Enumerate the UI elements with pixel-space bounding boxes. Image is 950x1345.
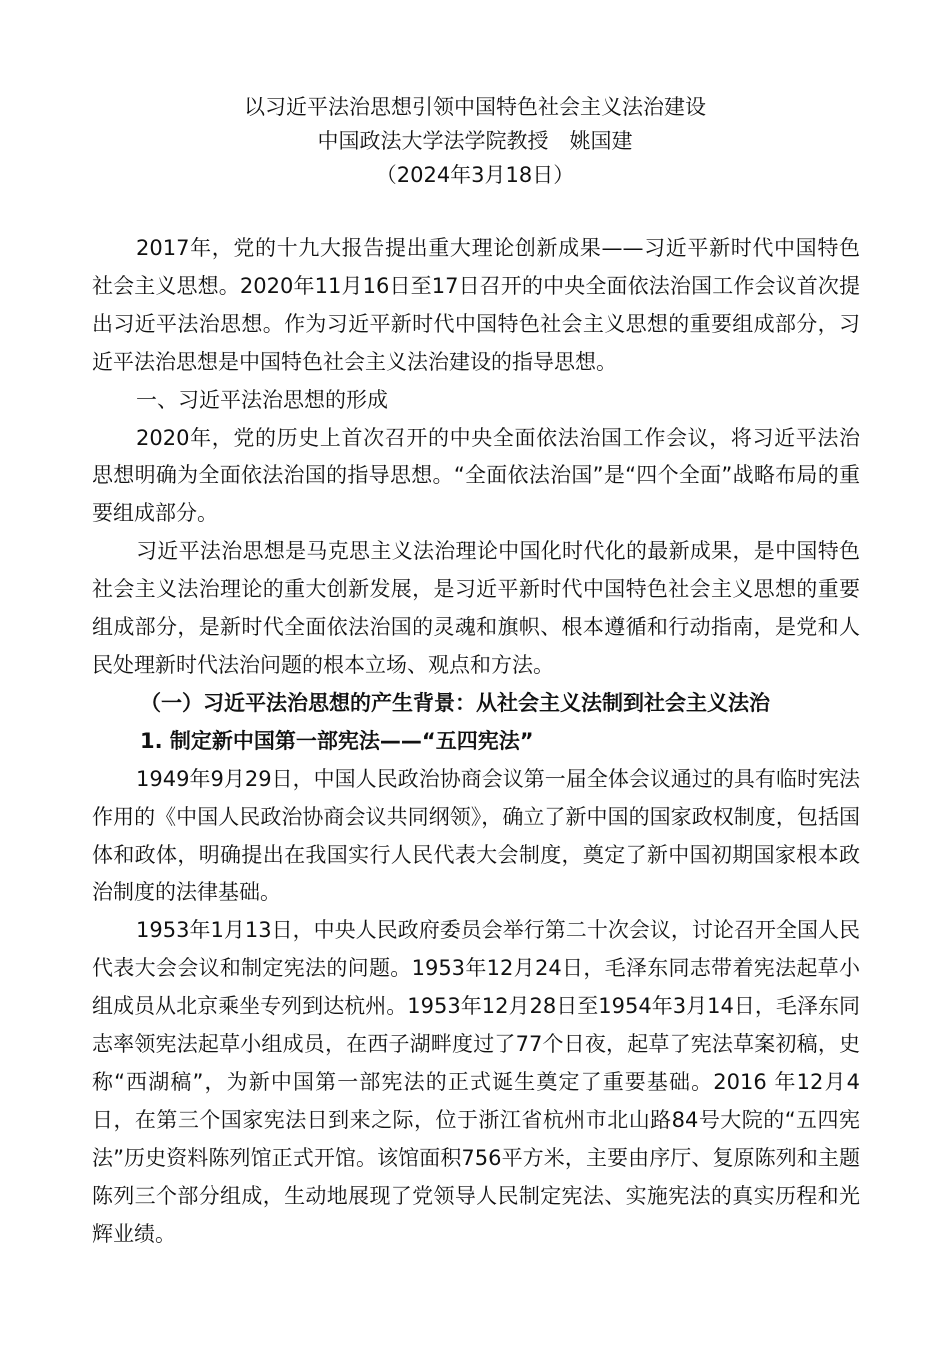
paragraph-significance: 习近平法治思想是马克思主义法治理论中国化时代化的最新成果，是中国特色社会主义法治理论的重大创新发展，是习近平新时代中国特色社会主义思想的重要组成部分，是新时代全面依法治国的灵魂和旗帜、根本遵循和行动指南，是党和人民处理新时代法治问题的根本立场、观点和方法。 <box>92 539 860 677</box>
paragraph-2020: 2020年，党的历史上首次召开的中央全面依法治国工作会议，将习近平法治思想明确为全面依法治国的指导思想。“全面依法治国”是“四个全面”战略布局的重要组成部分。 <box>92 425 860 526</box>
paragraph-1953: 1953年1月13日，中央人民政府委员会举行第二十次会议，讨论召开全国人民代表大会会议和制定宪法的问题。1953年12月24日，毛泽东同志带着宪法起草小组成员从北京乘坐专列到达杭州。1953年12月28日至1954年3月14日，毛泽东同志率领宪法起草小组成员，在西子湖畔度过了77个日夜，起草了宪法草案初稿，史称“西湖稿”，为新中国第一部宪法的正式诞生奠定了重要基础。2016 年12月4日，在第三个国家宪法日到来之际，位于浙江省杭州市北山路84号大院的“五四宪法”历史资料陈列馆正式开馆。该馆面积756平方米，主要由序厅、复原陈列和主题陈列三个部分组成，生动地展现了党领导人民制定宪法、实施宪法的真实历程和光辉业绩。 <box>92 918 860 1246</box>
subsection-heading-background: （一）习近平法治思想的产生背景：从社会主义法制到社会主义法治 <box>140 690 770 715</box>
document-body <box>92 230 860 1253</box>
document-title: 以习近平法治思想引领中国特色社会主义法治建设 <box>244 95 706 119</box>
author-line: 中国政法大学法学院教授 姚国建 <box>317 129 633 153</box>
paragraph-intro: 2017年，党的十九大报告提出重大理论创新成果——习近平新时代中国特色社会主义思想。2020年11月16日至17日召开的中央全面依法治国工作会议首次提出习近平法治思想。作为习近平新时代中国特色社会主义思想的重要组成部分，习近平法治思想是中国特色社会主义法治建设的指导思想。 <box>92 236 860 374</box>
section-heading-1: 一、习近平法治思想的形成 <box>136 387 388 412</box>
date-line: （2024年3月18日） <box>375 163 575 187</box>
subsection-heading-constitution: 1. 制定新中国第一部宪法——“五四宪法” <box>140 728 534 753</box>
paragraph-1949: 1949年9月29日，中国人民政治协商会议第一届全体会议通过的具有临时宪法作用的《中国人民政治协商会议共同纲领》，确立了新中国的国家政权制度，包括国体和政体，明确提出在我国实行人民代表大会制度，奠定了新中国初期国家根本政治制度的法律基础。 <box>92 766 860 905</box>
document-header <box>0 90 950 192</box>
